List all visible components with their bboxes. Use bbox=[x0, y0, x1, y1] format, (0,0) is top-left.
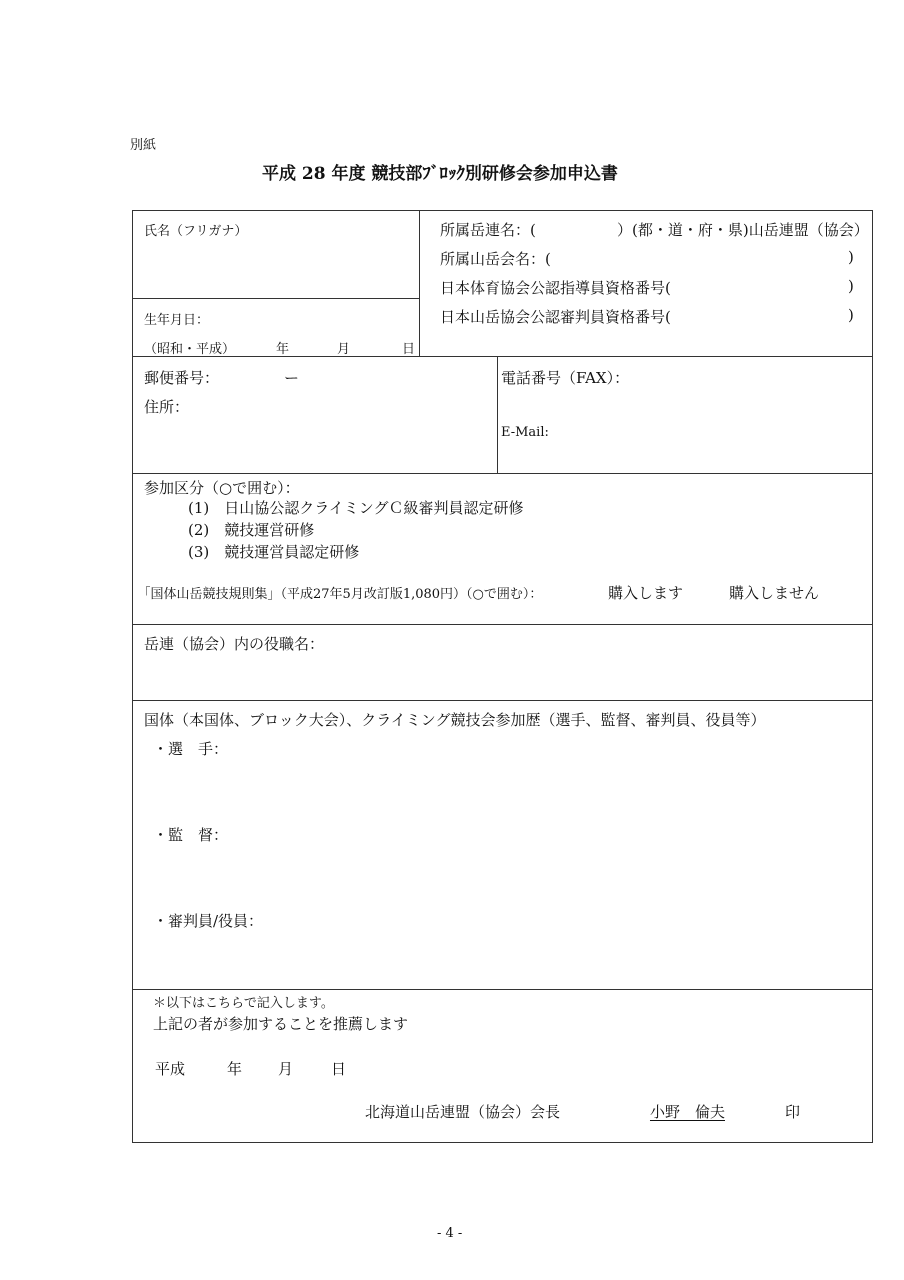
divider bbox=[132, 989, 873, 990]
category-option: (2) 競技運営研修 bbox=[188, 521, 315, 539]
birth-year-unit: 年 bbox=[276, 342, 290, 357]
athlete-label: ・選 手： bbox=[153, 740, 229, 758]
judge-official-label: ・審判員/役員： bbox=[153, 912, 264, 930]
endorse-year-unit: 年 bbox=[227, 1060, 243, 1078]
club-label: 所属山岳会名：( bbox=[440, 250, 551, 268]
jma-license-label: 日本山岳協会公認審判員資格番号( bbox=[440, 308, 671, 326]
category-label: 参加区分（○で囲む）： bbox=[144, 479, 300, 497]
name-label: 氏名（フリガナ） bbox=[144, 224, 248, 239]
birthdate-era-label: （昭和・平成） bbox=[144, 342, 236, 357]
history-label: 国体（本国体、ブロック大会）、クライミング競技会参加歴（選手、監督、審判員、役員等） bbox=[144, 711, 766, 729]
postal-code-dash: ー bbox=[284, 369, 300, 387]
buy-option: 購入します bbox=[608, 584, 684, 602]
page-number: - 4 - bbox=[437, 1226, 463, 1241]
address-label: 住所： bbox=[144, 398, 190, 416]
signer-name: 小野 倫夫 bbox=[649, 1103, 725, 1121]
endorse-date-era: 平成 bbox=[155, 1060, 186, 1078]
category-option: (3) 競技運営員認定研修 bbox=[188, 543, 360, 561]
signer-title: 北海道山岳連盟（協会）会長 bbox=[365, 1103, 561, 1121]
jasa-license-label: 日本体育協会公認指導員資格番号( bbox=[440, 279, 671, 297]
endorse-month-unit: 月 bbox=[278, 1060, 294, 1078]
coach-label: ・監 督： bbox=[153, 826, 229, 844]
postal-code-label: 郵便番号： bbox=[144, 369, 220, 387]
club-close: ) bbox=[848, 248, 854, 266]
email-label: E-Mail: bbox=[501, 425, 549, 440]
page-title: 平成 28 年度 競技部ﾌﾞﾛｯｸ別研修会参加申込書 bbox=[262, 164, 618, 184]
jma-license-close: ) bbox=[848, 306, 854, 324]
divider bbox=[132, 624, 873, 625]
divider bbox=[132, 356, 873, 357]
divider bbox=[132, 298, 419, 299]
divider bbox=[132, 473, 873, 474]
divider bbox=[497, 356, 498, 473]
divider bbox=[419, 210, 420, 356]
role-label: 岳連（協会）内の役職名： bbox=[144, 635, 325, 653]
category-option: (1) 日山協公認クライミングＣ級審判員認定研修 bbox=[188, 499, 524, 517]
divider bbox=[132, 700, 873, 701]
federation-label: 所属岳連名：( bbox=[440, 221, 536, 239]
jasa-license-close: ) bbox=[848, 277, 854, 295]
phone-label: 電話番号（FAX）： bbox=[501, 369, 630, 387]
office-note: ＊以下はこちらで記入します。 bbox=[153, 996, 334, 1011]
seal-mark: 印 bbox=[785, 1103, 801, 1121]
attachment-label: 別紙 bbox=[130, 138, 157, 153]
endorse-day-unit: 日 bbox=[331, 1060, 347, 1078]
rulebook-label: ｢国体山岳競技規則集｣（平成27年5月改訂版1,080円）（○で囲む）： bbox=[144, 587, 543, 602]
birth-day-unit: 日 bbox=[402, 342, 416, 357]
no-buy-option: 購入しません bbox=[729, 584, 820, 602]
federation-suffix: ）(都・道・府・県)山岳連盟（協会） bbox=[617, 221, 869, 239]
birth-month-unit: 月 bbox=[337, 342, 351, 357]
endorsement-statement: 上記の者が参加することを推薦します bbox=[153, 1015, 409, 1033]
birthdate-label: 生年月日： bbox=[144, 313, 210, 328]
